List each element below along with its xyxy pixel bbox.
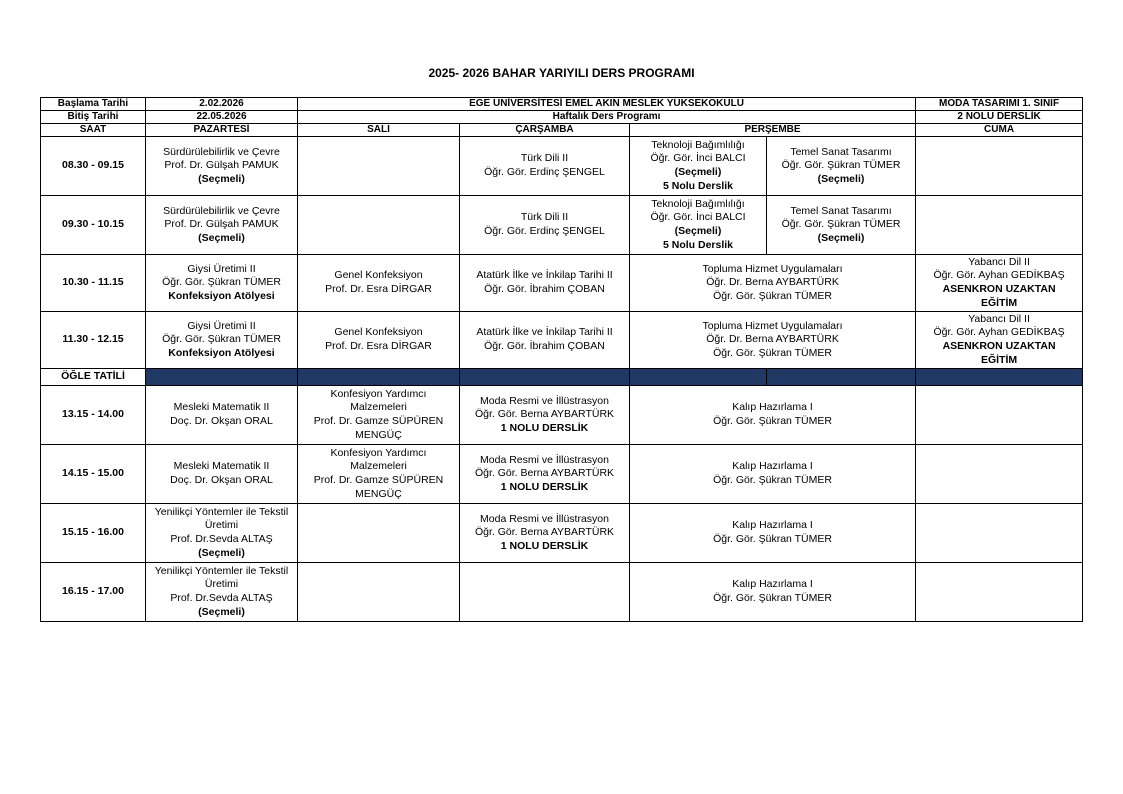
slot-row [41,445,1083,504]
slot-cell [146,445,298,504]
course-name: Türk Dili II [520,211,569,224]
slot-cell [460,196,630,255]
course-name: Türk Dili II [520,152,569,165]
header-row-end [41,111,1083,124]
delivery-note: EĞİTİM [980,296,1018,309]
slot-cell [298,563,460,622]
slot-cell [460,504,630,563]
delivery-note: EĞİTİM [980,353,1018,366]
course-name: Topluma Hizmet Uygulamaları [702,319,843,332]
end-date: 22.05.2026 [146,111,298,124]
elective-note: (Seçmeli) [817,231,865,244]
course-name: Malzemeleri [350,460,407,473]
slot-cell [630,563,916,622]
room-name: 2 NOLU DERSLİK [916,111,1083,124]
instructor: Öğr. Gör. Ayhan GEDİKBAŞ [933,326,1065,339]
instructor: Öğr. Gör. Şükran TÜMER [162,276,281,289]
room-note: 1 NOLU DERSLİK [500,480,589,493]
instructor: Öğr. Gör. Şükran TÜMER [781,218,901,231]
instructor: Öğr. Gör. İbrahim ÇOBAN [484,283,605,295]
instructor: Prof. Dr. Esra DİRGAR [325,340,432,352]
instructor: Öğr. Gör. Şükran TÜMER [713,592,832,604]
course-name: Mesleki Matematik II [173,401,270,414]
course-name: Yenilikçi Yöntemler ile Tekstil [154,505,289,518]
school-name: EGE ÜNİVERSİTESİ EMEL AKIN MESLEK YÜKSEKOKULU [298,98,916,111]
course-name: Moda Resmi ve İllüstrasyon [480,512,609,525]
slot-cell [916,196,1083,255]
slot-cell [146,255,298,312]
slot-row [41,255,1083,312]
course-name: Giysi Üretimi II [187,319,256,332]
slot-time: 11.30 - 12.15 [41,312,146,369]
lunch-label: ÖĞLE TATİLİ [41,369,146,386]
instructor: Prof. Dr. Gamze SÜPÜREN [313,474,444,486]
instructor: Doç. Dr. Okşan ORAL [170,474,273,486]
instructor: Prof. Dr. Gülşah PAMUK [164,159,279,172]
course-name: Moda Resmi ve İllüstrasyon [480,453,609,466]
lunch-fill [460,369,630,386]
lunch-fill [916,369,1083,386]
slot-cell [146,504,298,563]
instructor: Öğr. Gör. Berna AYBARTÜRK [474,467,615,480]
slot-cell [146,386,298,445]
slot-cell [146,196,298,255]
course-name: Atatürk İlke ve İnkilap Tarihi II [476,269,613,282]
course-name: Teknoloji Bağımlılığı [651,197,745,210]
slot-cell [916,504,1083,563]
elective-note: (Seçmeli) [198,546,245,559]
instructor: Öğr. Gör. İnci BALCI [650,211,746,224]
instructor: Öğr. Gör. Erdinç ŞENGEL [484,225,605,237]
room-note: 5 Nolu Derslik [662,179,734,192]
slot-cell [767,196,916,255]
course-name: Temel Sanat Tasarımı [790,204,892,217]
slot-cell [916,255,1083,312]
instructor: Doç. Dr. Okşan ORAL [170,415,273,427]
start-date: 2.02.2026 [146,98,298,111]
instructor: Prof. Dr.Sevda ALTAŞ [170,533,273,545]
slot-cell [630,196,767,255]
slot-cell [630,504,916,563]
col-tuesday: SALI [298,124,460,137]
instructor: Öğr. Gör. Şükran TÜMER [713,415,832,427]
course-name: Topluma Hizmet Uygulamaları [702,262,843,275]
course-name: Kalıp Hazırlama I [732,460,813,473]
slot-cell [460,445,630,504]
course-name: Kalıp Hazırlama I [732,401,813,414]
instructor: Öğr. Gör. Berna AYBARTÜRK [474,526,615,539]
slot-cell [460,312,630,369]
course-name: Genel Konfeksiyon [334,269,423,282]
instructor: Öğr. Gör. Şükran TÜMER [162,333,281,346]
slot-cell [630,137,767,196]
elective-note: (Seçmeli) [674,225,722,237]
slot-cell [916,137,1083,196]
course-name: Üretimi [204,578,239,591]
slot-cell [298,196,460,255]
course-name: Atatürk İlke ve İnkilap Tarihi II [476,326,613,339]
course-name: Giysi Üretimi II [187,262,256,275]
slot-cell [298,312,460,369]
lunch-row [41,369,1083,386]
instructor: Öğr. Gör. Şükran TÜMER [713,289,832,302]
slot-cell [630,445,916,504]
slot-cell [916,445,1083,504]
slot-row [41,563,1083,622]
course-name: Konfesiyon Yardımcı [330,387,427,400]
room-note: Konfeksiyon Atölyesi [168,346,275,359]
instructor: MENGÜÇ [355,428,402,441]
slot-time: 10.30 - 11.15 [41,255,146,312]
instructor: Öğr. Gör. Şükran TÜMER [713,533,832,545]
lunch-fill [298,369,460,386]
slot-cell [146,312,298,369]
course-name: Sürdürülebilirlik ve Çevre [163,145,280,158]
room-note: 1 NOLU DERSLİK [500,421,589,434]
slot-row [41,312,1083,369]
course-name: Malzemeleri [350,401,407,414]
slot-time: 16.15 - 17.00 [41,563,146,622]
elective-note: (Seçmeli) [674,166,722,178]
instructor: Prof. Dr. Esra DİRGAR [325,283,432,295]
slot-cell [146,563,298,622]
slot-time: 08.30 - 09.15 [41,137,146,196]
instructor: Öğr. Gör. Şükran TÜMER [781,159,901,172]
delivery-note: ASENKRON UZAKTAN [942,340,1056,352]
start-label: Başlama Tarihi [41,98,146,111]
instructor: Prof. Dr. Gamze SÜPÜREN [313,415,444,427]
instructor: Öğr. Gör. Berna AYBARTÜRK [474,408,615,421]
program-name: MODA TASARIMI 1. SINIF [916,98,1083,111]
course-name: Moda Resmi ve İllüstrasyon [480,394,609,407]
slot-cell [460,563,630,622]
instructor: Öğr. Gör. İnci BALCI [650,152,746,165]
header-row-start [41,98,1083,111]
course-name: Kalıp Hazırlama I [732,578,813,591]
slot-row [41,504,1083,563]
instructor: Öğr. Gör. Şükran TÜMER [713,474,832,486]
col-monday: PAZARTESİ [146,124,298,137]
slot-time: 14.15 - 15.00 [41,445,146,504]
slot-cell [767,137,916,196]
slot-cell [146,137,298,196]
slot-cell [916,563,1083,622]
room-note: Konfeksiyon Atölyesi [168,289,275,302]
col-saat: SAAT [41,124,146,137]
course-name: Üretimi [204,519,239,532]
course-name: Genel Konfeksiyon [334,326,423,339]
course-name: Kalıp Hazırlama I [732,519,813,532]
slot-cell [460,137,630,196]
course-name: Yabancı Dil II [968,255,1030,268]
course-name: Teknoloji Bağımlılığı [651,138,745,151]
slot-cell [916,312,1083,369]
course-name: Mesleki Matematik II [173,460,270,473]
slot-time: 13.15 - 14.00 [41,386,146,445]
course-name: Yenilikçi Yöntemler ile Tekstil [154,564,289,577]
elective-note: (Seçmeli) [198,172,245,185]
slot-cell [460,386,630,445]
elective-note: (Seçmeli) [198,231,245,244]
lunch-fill [767,369,916,386]
page-title: 2025- 2026 BAHAR YARIYILI DERS PROGRAMI [428,66,695,80]
lunch-fill [146,369,298,386]
course-name: Sürdürülebilirlik ve Çevre [163,204,280,217]
slot-row [41,137,1083,196]
room-note: 1 NOLU DERSLİK [500,539,589,552]
instructor: Öğr. Gör. Ayhan GEDİKBAŞ [933,269,1065,282]
instructor: Prof. Dr.Sevda ALTAŞ [170,592,273,604]
slot-cell [298,137,460,196]
course-name: Temel Sanat Tasarımı [790,145,892,158]
col-thursday: PERŞEMBE [630,124,916,137]
instructor: Öğr. Gör. Şükran TÜMER [713,346,832,359]
room-note: 5 Nolu Derslik [662,238,734,251]
slot-time: 09.30 - 10.15 [41,196,146,255]
instructor: Öğr. Gör. İbrahim ÇOBAN [484,340,605,352]
course-name: Konfesiyon Yardımcı [330,446,427,459]
slot-time: 15.15 - 16.00 [41,504,146,563]
slot-cell [460,255,630,312]
instructor: MENGÜÇ [355,487,402,500]
slot-cell [298,386,460,445]
lunch-fill [630,369,767,386]
weekly-label: Haftalık Ders Programı [298,111,916,124]
elective-note: (Seçmeli) [817,172,865,185]
instructor: Öğr. Dr. Berna AYBARTÜRK [706,333,839,346]
instructor: Prof. Dr. Gülşah PAMUK [164,218,279,231]
day-header-row [41,124,1083,137]
slot-cell [630,386,916,445]
slot-row [41,196,1083,255]
schedule-table [40,97,1083,622]
instructor: Öğr. Gör. Erdinç ŞENGEL [484,166,605,178]
col-wednesday: ÇARŞAMBA [460,124,630,137]
slot-cell [298,255,460,312]
instructor: Öğr. Dr. Berna AYBARTÜRK [706,276,839,289]
slot-cell [916,386,1083,445]
elective-note: (Seçmeli) [198,605,245,618]
slot-row [41,386,1083,445]
delivery-note: ASENKRON UZAKTAN [942,283,1056,295]
slot-cell [298,504,460,563]
slot-cell [630,255,916,312]
col-friday: CUMA [916,124,1083,137]
course-name: Yabancı Dil II [968,312,1030,325]
end-label: Bitiş Tarihi [41,111,146,124]
slot-cell [298,445,460,504]
slot-cell [630,312,916,369]
